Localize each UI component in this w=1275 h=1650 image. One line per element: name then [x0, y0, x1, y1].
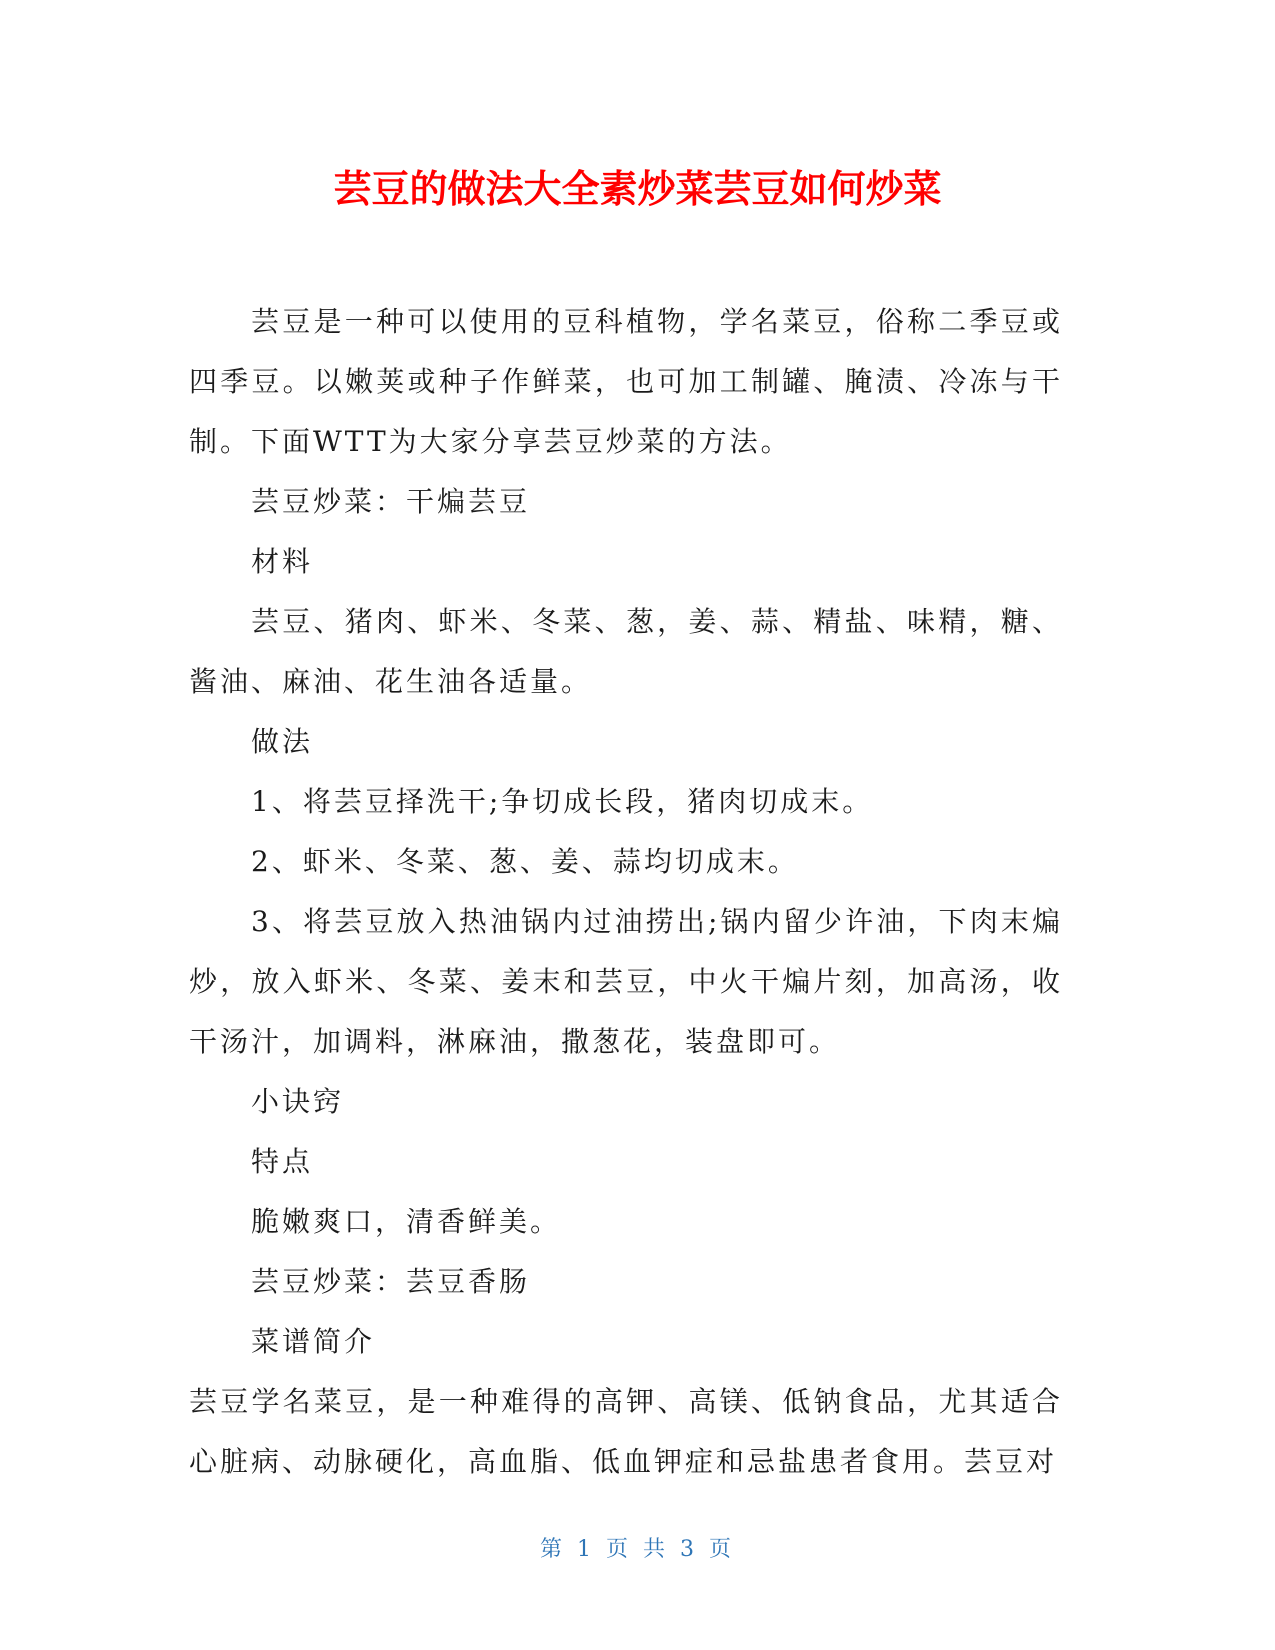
- heading-recipe-intro: 菜谱简介: [251, 1325, 376, 1358]
- heading-dish-1: 芸豆炒菜：干煸芸豆: [251, 485, 531, 518]
- footer-total-pages: 3: [680, 1537, 698, 1562]
- heading-tips: 小诀窍: [251, 1085, 345, 1118]
- document-title: 芸豆的做法大全素炒菜芸豆如何炒菜: [333, 167, 942, 211]
- paragraph-step-2: 2、虾米、冬菜、葱、姜、蒜均切成末。: [251, 845, 799, 878]
- footer-prefix: 第: [539, 1537, 566, 1562]
- heading-dish-2: 芸豆炒菜：芸豆香肠: [251, 1265, 531, 1298]
- footer-suffix: 页: [709, 1537, 736, 1562]
- paragraph-features: 脆嫩爽口，清香鲜美。: [251, 1205, 562, 1238]
- paragraph-step-3: 3、将芸豆放入热油锅内过油捞出;锅内留少许油，下肉末煸炒，放入虾米、冬菜、姜末和芸豆，中火干煸片刻，加高汤，收干汤汁，加调料，淋麻油，撒葱花，装盘即可。: [189, 905, 1063, 1058]
- footer-page-number: 1: [577, 1537, 595, 1562]
- page-number-footer: [0, 1535, 1275, 1565]
- heading-ingredients-1: 材料: [251, 545, 314, 578]
- document-body: [189, 292, 1063, 1492]
- paragraph-recipe-intro: 芸豆学名菜豆，是一种难得的高钾、高镁、低钠食品，尤其适合心脏病、动脉硬化，高血脂、低血钾症和忌盐患者食用。芸豆对: [189, 1385, 1063, 1478]
- paragraph-step-1: 1、将芸豆择洗干;争切成长段，猪肉切成末。: [251, 785, 874, 818]
- paragraph-intro: 芸豆是一种可以使用的豆科植物，学名菜豆，俗称二季豆或四季豆。以嫩荚或种子作鲜菜，也可加工制罐、腌渍、冷冻与干制。下面WTT为大家分享芸豆炒菜的方法。: [189, 305, 1063, 458]
- heading-features: 特点: [251, 1145, 314, 1178]
- paragraph-ingredients-1: 芸豆、猪肉、虾米、冬菜、葱，姜、蒜、精盐、味精，糖、酱油、麻油、花生油各适量。: [189, 605, 1063, 698]
- footer-middle: 页 共: [606, 1537, 669, 1562]
- heading-method-1: 做法: [251, 725, 314, 758]
